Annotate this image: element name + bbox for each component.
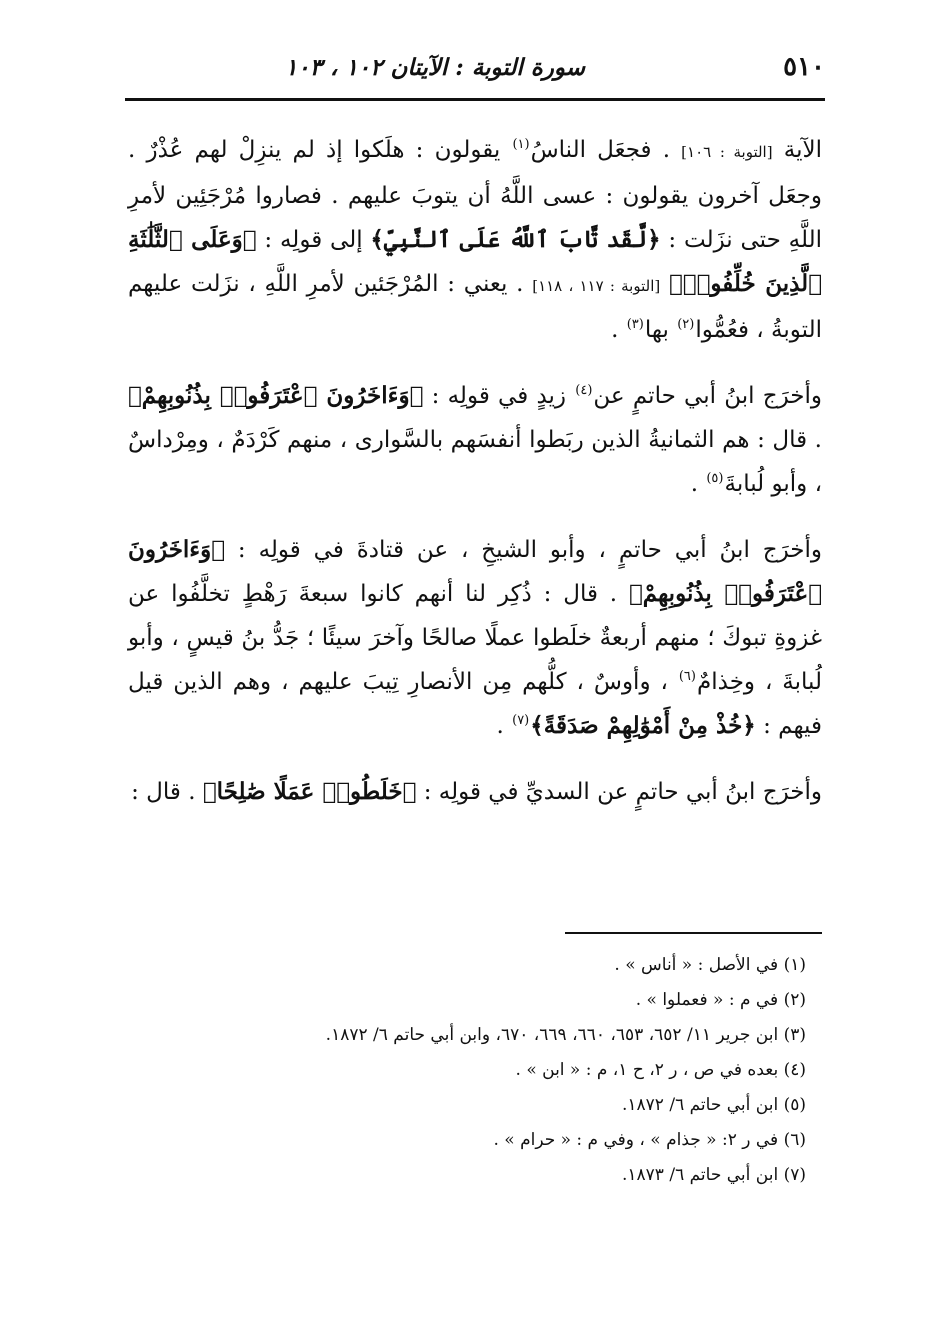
footnote-3: (٣) ابن جرير ١١/ ٦٥٢، ٦٥٣، ٦٦٠، ٦٦٩، ٦٧٠، وابن أبي حاتم ٦/ ١٨٧٢. (325, 1025, 806, 1045)
quran-quote: ﴿لَّقَد تَّابَ ٱللَّهُ عَلَى ٱلنَّبِيِّ﴾ (370, 226, 661, 253)
text-run: وأخرَج ابنُ أبي حاتمٍ ، وأبو الشيخِ ، عن قتادةَ في قولِه : (225, 537, 822, 563)
quran-quote: ﴿وَءَاخَرُونَ ٱعْتَرَفُوا۟ بِذُنُوبِهِمْ﴾ (128, 382, 424, 409)
quran-quote: ﴿خُذْ مِنْ أَمْوَٰلِهِمْ صَدَقَةً﴾ (530, 712, 756, 739)
text-run: الآية (772, 137, 822, 163)
main-text (128, 128, 822, 836)
footnote-marker: (٦) (678, 669, 696, 685)
text-run: يقولون : هلَكوا إذ لم ينزِلْ لهم عُذْرٌ . وجعَل آخرون يقولون : عسى اللَّهُ أن يتوبَ عليهم . فصاروا مُرْجَئِين لأمرِ اللَّهِ حتى نزَلت : (128, 137, 822, 253)
text-run: . يعني : المُرْجَئين لأمرِ اللَّهِ ، نزَلت عليهم التوبةُ ، فعُمُّوا (128, 271, 822, 343)
quran-quote: ﴿خَلَطُوا۟ عَمَلًا صَٰلِحًا﴾ (202, 778, 417, 805)
footnote-marker: (٣) (626, 317, 644, 333)
text-run (660, 271, 669, 297)
text-run: وأخرَج ابنُ أبي حاتمٍ عن (593, 383, 823, 409)
verse-reference: [التوبة : ١١٧ ، ١١٨] (532, 277, 661, 295)
text-run: إلى قولِه : (256, 227, 371, 253)
text-run: . قال : (131, 779, 203, 805)
text-run: وأخرَج ابنُ أبي حاتمٍ عن السديِّ في قولِه : (416, 779, 822, 805)
page-number: ٥١٠ (783, 52, 825, 82)
footnote-marker: (١) (512, 137, 530, 153)
footnote-1: (١) في الأصل : « أناس » . (614, 955, 806, 975)
page-header (125, 50, 825, 96)
text-run: . (690, 471, 706, 497)
paragraph-1 (128, 128, 822, 352)
paragraph-2 (128, 374, 822, 506)
footnote-marker: (٢) (677, 317, 695, 333)
footnote-marker: (٥) (706, 471, 724, 487)
footnote-7: (٧) ابن أبي حاتم ٦/ ١٨٧٣. (621, 1165, 806, 1185)
text-run: . (611, 317, 626, 343)
text-run: زيدٍ في قولِه : (423, 383, 575, 409)
running-title: سورة التوبة : الآيتان ١٠٢ ، ١٠٣ (284, 54, 586, 81)
header-rule (125, 98, 825, 101)
text-run: ، وأوسٌ ، كلُّهم مِن الأنصارِ تِيبَ عليهم ، وهم الذين قيل فيهم : (128, 669, 822, 739)
verse-reference: [التوبة : ١٠٦] (681, 143, 773, 161)
text-run: . فجعَل الناسُ (530, 137, 682, 163)
text-run: . (496, 713, 512, 739)
footnotes (128, 948, 806, 1193)
quran-quote: ﴿وَعَلَى ٱلثَّلَٰثَةِ ٱلَّذِينَ خُلِّفُوا۟﴾ (128, 226, 822, 297)
footnote-marker: (٤) (575, 383, 593, 399)
footnote-marker: (٧) (512, 713, 530, 729)
text-run: . قال : ذُكِر لنا أنهم كانوا سبعةَ رَهْطٍ تخلَّفُوا عن غزوةِ تبوكَ ؛ منهم أربعةٌ خلَطوا عملًا صالحًا وآخرَ سيئًا ؛ جَدُّ بنُ قيسٍ ، وأبو لُبابةَ ، وخِذامٌ (128, 581, 822, 695)
footnote-4: (٤) بعده في ص ، ر ٢، ح ١، م : « ابن » . (515, 1060, 806, 1080)
text-run: . قال : هم الثمانيةُ الذين ربَطوا أنفسَهم بالسَّوارى ، منهم كَرْدَمٌ ، ومِرْداسٌ ، وأبو لُبابةَ (128, 427, 822, 497)
footnote-6: (٦) في ر ٢: « جذام » ، وفي م : « حرام » . (493, 1130, 806, 1150)
footnote-separator (565, 932, 822, 934)
paragraph-4 (128, 770, 822, 814)
footnote-2: (٢) في م : « فعملوا » . (635, 990, 806, 1010)
paragraph-3 (128, 528, 822, 748)
text-run: بها (644, 317, 677, 343)
footnote-5: (٥) ابن أبي حاتم ٦/ ١٨٧٢. (621, 1095, 806, 1115)
quran-quote: ﴿وَءَاخَرُونَ ٱعْتَرَفُوا۟ بِذُنُوبِهِمْ﴾ (128, 536, 823, 607)
